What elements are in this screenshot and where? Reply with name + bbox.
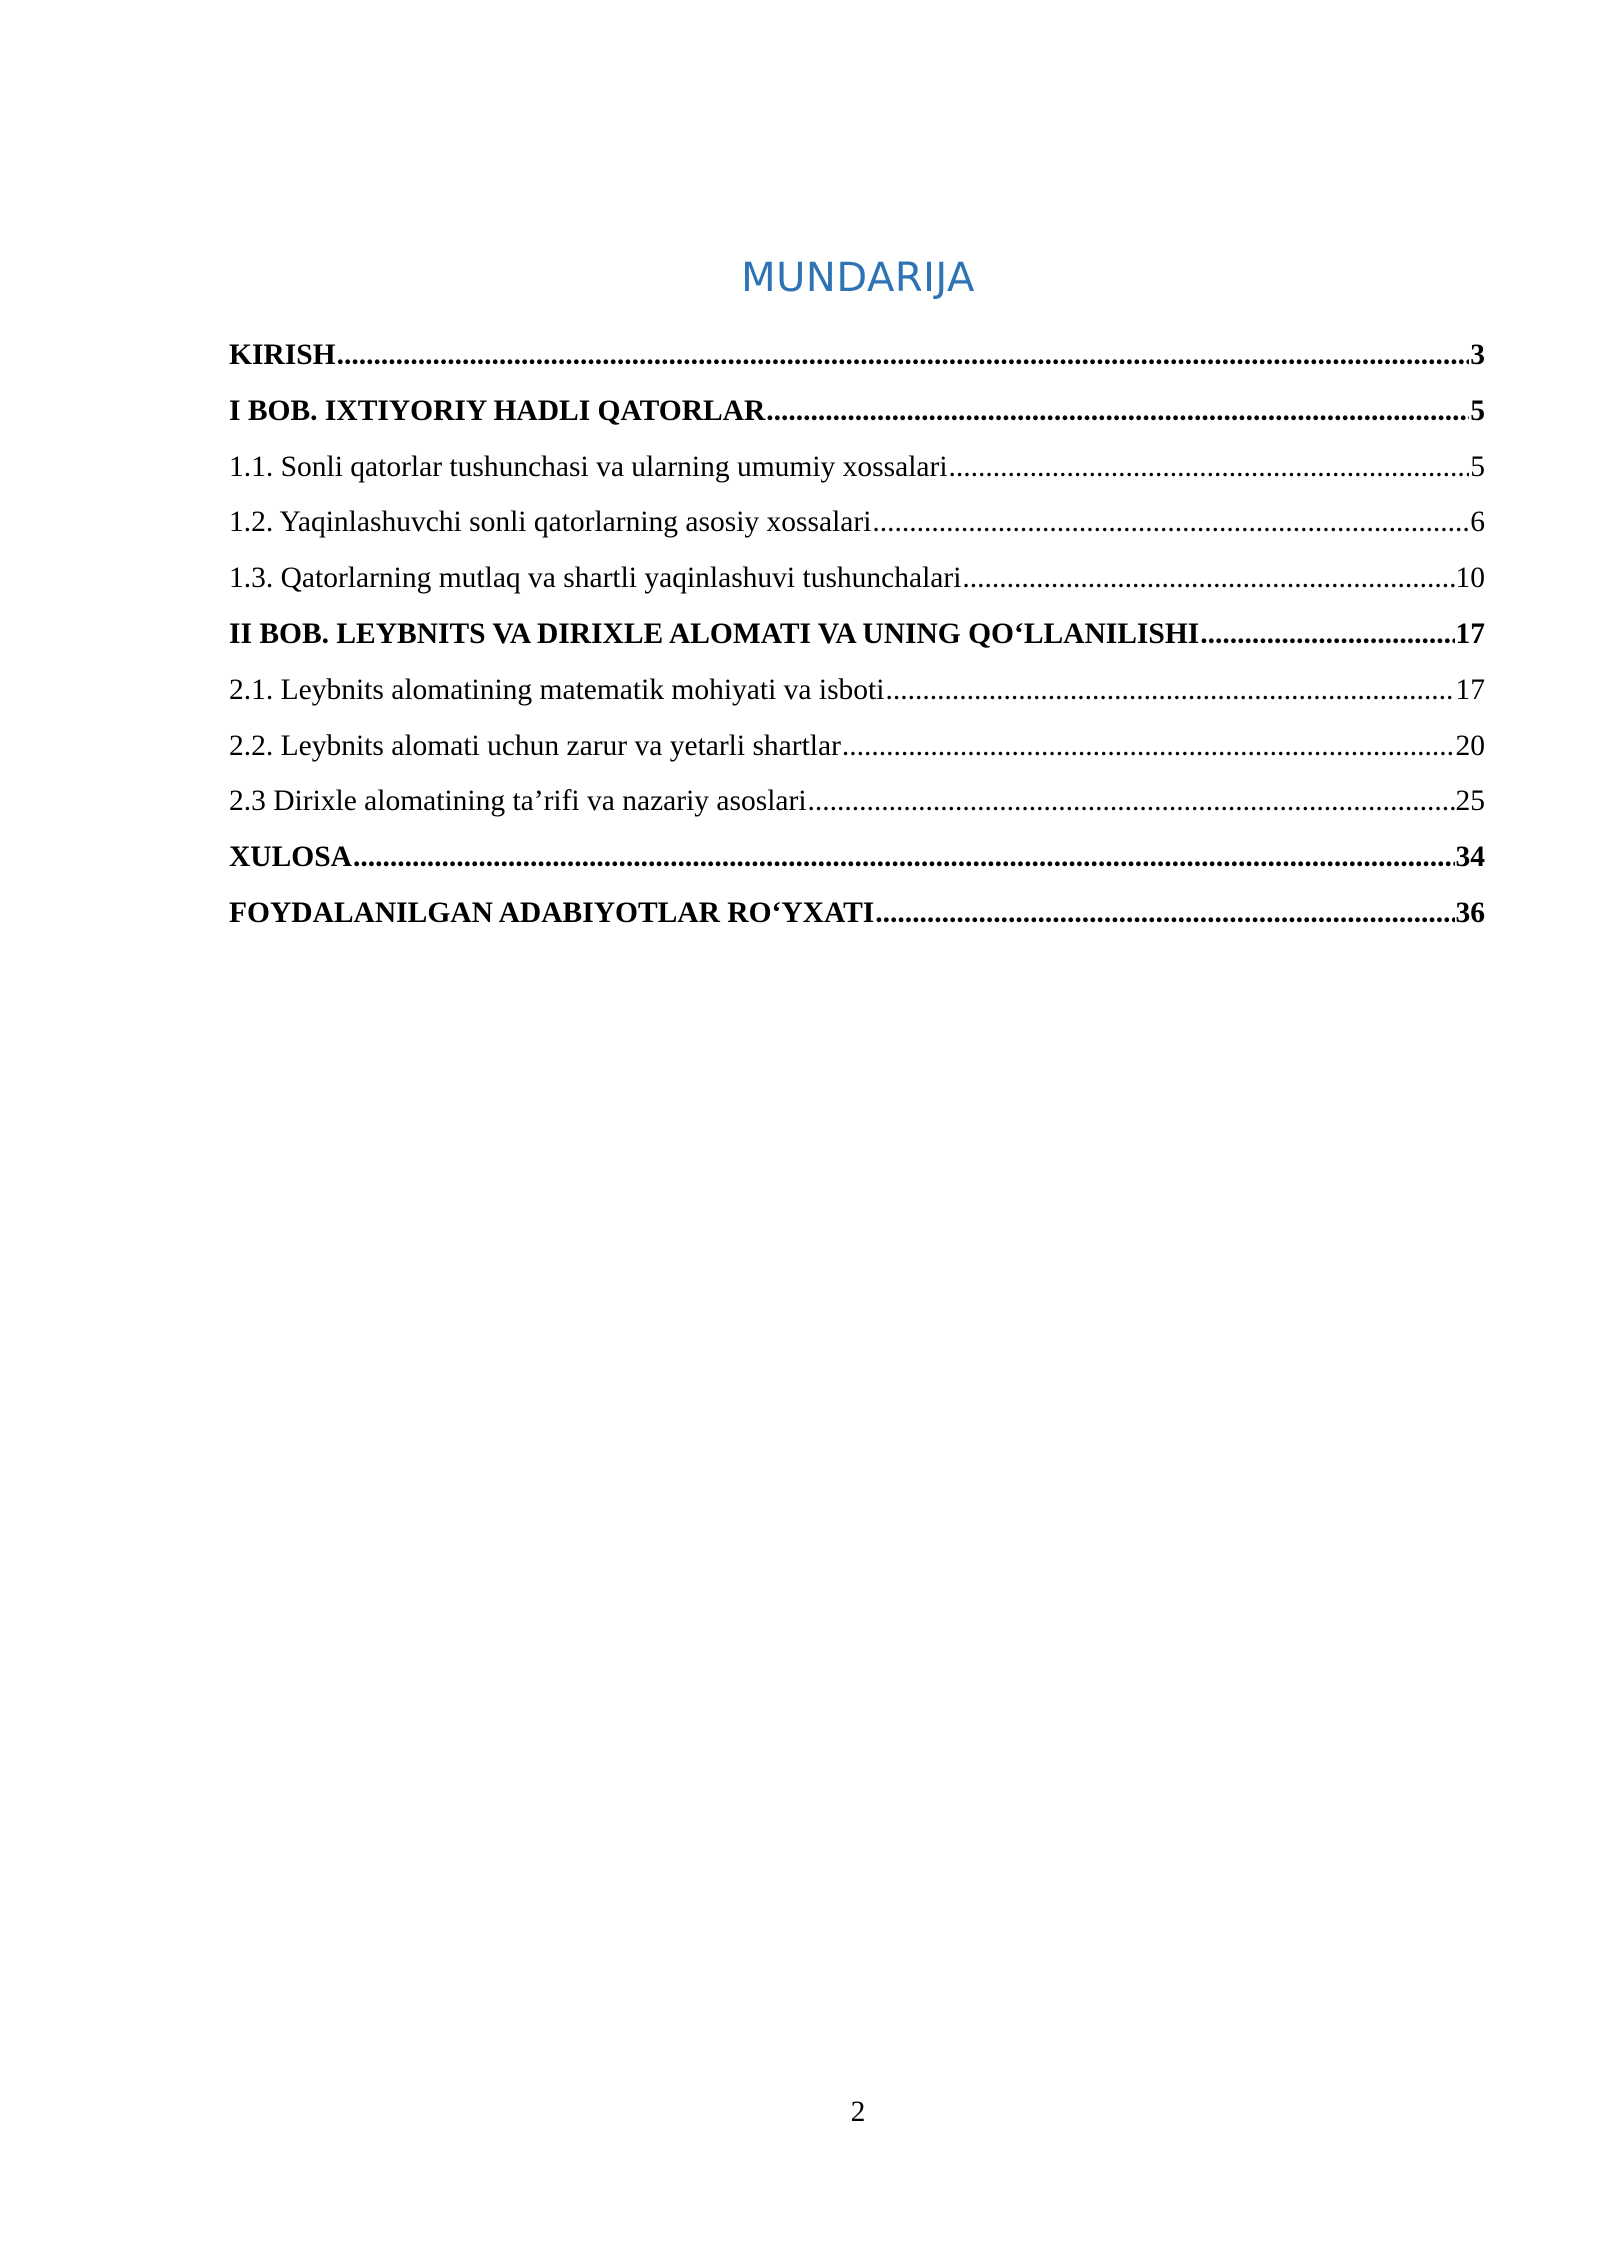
page-number: 2 (850, 2096, 866, 2128)
toc-entry-section-1-2[interactable] (229, 495, 1485, 551)
toc-entry-page: 17 (1455, 673, 1485, 706)
toc-entry-section-1-1[interactable] (229, 440, 1485, 496)
toc-dot-leader (353, 830, 1455, 886)
toc-entry-kirish[interactable] (229, 328, 1485, 384)
toc-entry-page: 36 (1455, 896, 1485, 929)
toc-entry-section-1-3[interactable] (229, 551, 1485, 607)
toc-dot-leader (842, 719, 1455, 775)
toc-entry-label: 2.1. Leybnits alomatining matematik mohiyati va isboti (229, 673, 885, 706)
toc-entry-label: II BOB. LEYBNITS VA DIRIXLE ALOMATI VA UNING QO‘LLANILISHI (229, 617, 1200, 650)
toc-entry-label: I BOB. IXTIYORIY HADLI QATORLAR (229, 394, 766, 427)
toc-entry-page: 17 (1455, 617, 1485, 650)
toc-entry-page: 10 (1455, 562, 1485, 595)
toc-dot-leader (885, 663, 1454, 719)
toc-entry-label: FOYDALANILGAN ADABIYOTLAR RO‘YXATI (229, 896, 875, 929)
toc-entry-page: 3 (1470, 339, 1485, 371)
toc-entry-label: XULOSA (229, 841, 352, 874)
toc-entry-label: 1.2. Yaqinlashuvchi sonli qatorlarning asosiy xossalari (229, 506, 872, 539)
toc-dot-leader (949, 440, 1470, 496)
toc-dot-leader (875, 886, 1454, 942)
toc-entry-label: 1.1. Sonli qatorlar tushunchasi va ularning umumiy xossalari (229, 450, 948, 483)
toc-entry-label: 1.3. Qatorlarning mutlaq va shartli yaqinlashuvi tushunchalari (229, 562, 962, 595)
toc-entry-page: 25 (1455, 785, 1485, 818)
toc-entry-section-2-2[interactable] (229, 719, 1485, 775)
toc-entry-page: 5 (1470, 394, 1485, 427)
toc-entry-xulosa[interactable] (229, 830, 1485, 886)
toc-dot-leader (808, 774, 1455, 830)
table-of-contents (229, 328, 1485, 942)
toc-entry-section-2-1[interactable] (229, 663, 1485, 719)
toc-dot-leader (766, 384, 1469, 440)
toc-entry-label: KIRISH (229, 339, 336, 371)
toc-dot-leader (1200, 607, 1454, 663)
toc-dot-leader (962, 551, 1454, 607)
toc-entry-page: 6 (1470, 506, 1485, 539)
toc-entry-page: 34 (1455, 841, 1485, 874)
toc-dot-leader (872, 495, 1469, 551)
toc-entry-references[interactable] (229, 886, 1485, 942)
toc-entry-label: 2.2. Leybnits alomati uchun zarur va yetarli shartlar (229, 729, 841, 762)
toc-entry-page: 20 (1455, 729, 1485, 762)
toc-dot-leader (337, 328, 1470, 384)
toc-entry-chapter-2[interactable] (229, 607, 1485, 663)
page-title: MUNDARIJA (741, 255, 975, 301)
toc-entry-chapter-1[interactable] (229, 384, 1485, 440)
toc-entry-section-2-3[interactable] (229, 774, 1485, 830)
toc-entry-page: 5 (1470, 450, 1485, 483)
toc-entry-label: 2.3 Dirixle alomatining ta’rifi va nazariy asoslari (229, 785, 807, 818)
